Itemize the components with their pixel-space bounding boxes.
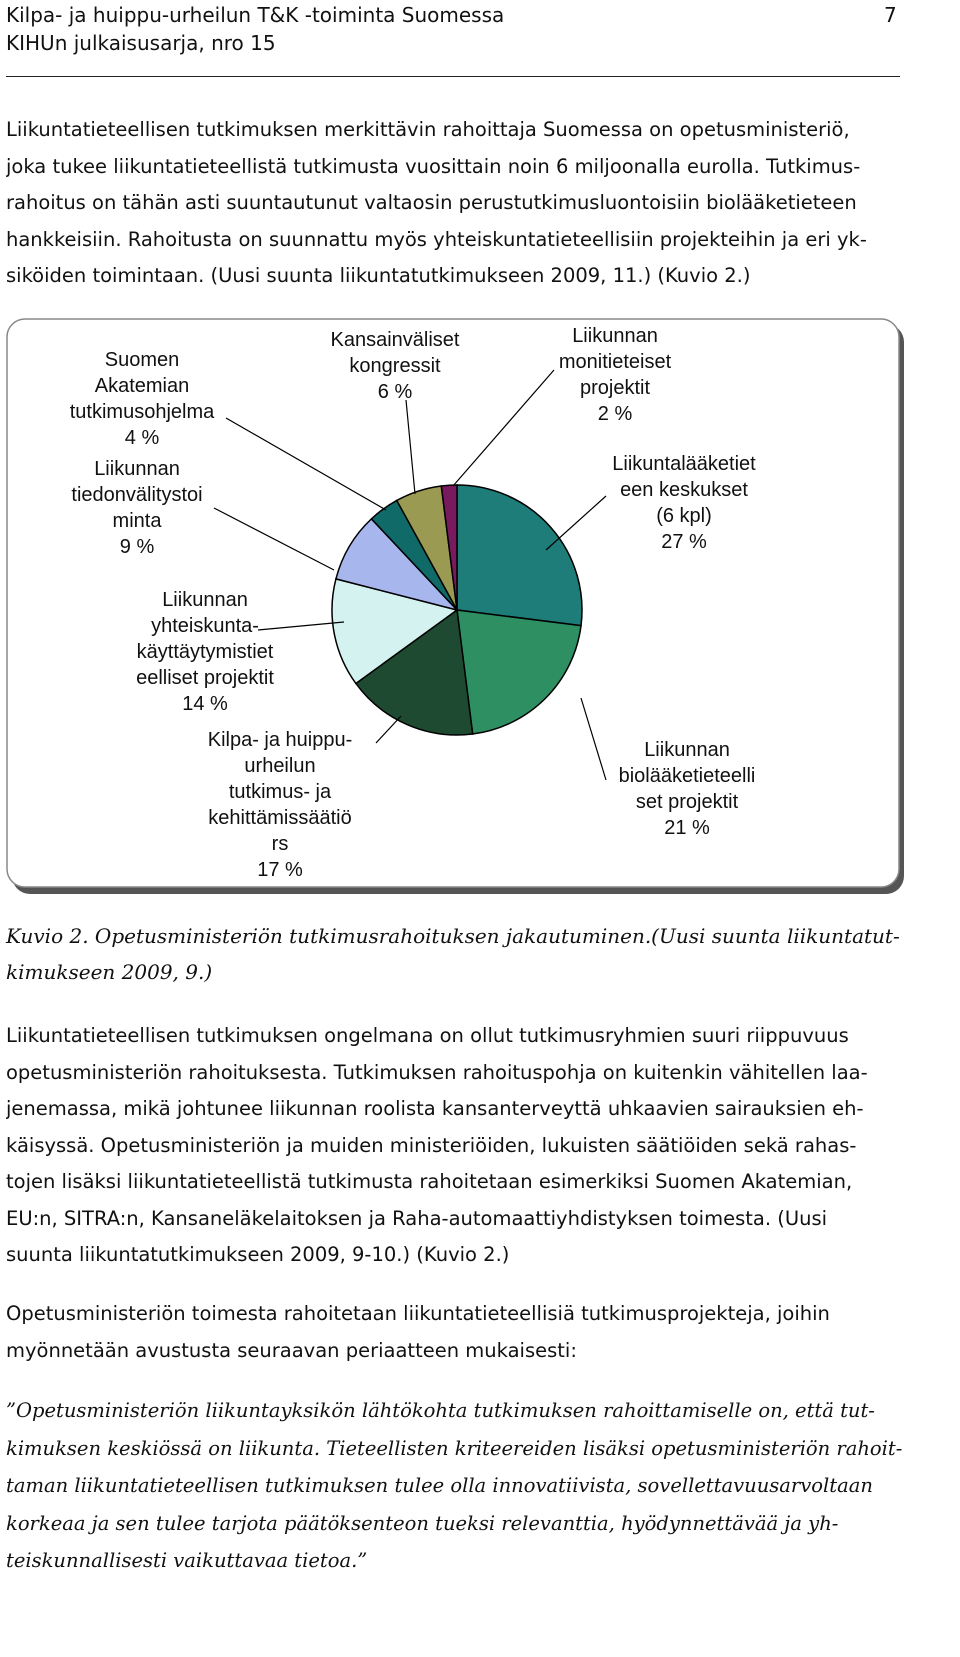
- paragraph-line: joka tukee liikuntatieteellistä tutkimusta vuosittain noin 6 miljoonalla eurolla. Tutkimus-: [6, 154, 861, 178]
- slice-label: Liikunnan: [644, 739, 730, 761]
- slice-label: 4 %: [124, 427, 160, 449]
- caption-line: kimukseen 2009, 9.): [6, 960, 213, 984]
- quote-line: korkeaa ja sen tulee tarjota päätöksenteon tueksi relevanttia, hyödynnettävää ja yh-: [6, 1511, 839, 1535]
- figure-caption: [6, 918, 902, 990]
- slice-label: een keskukset: [620, 479, 748, 501]
- slice-label: Kilpa- ja huippu-: [207, 729, 353, 751]
- slice-label: monitieteiset: [558, 351, 672, 373]
- slice-label: Liikunnan: [94, 458, 180, 480]
- paragraph-line: jenemassa, mikä johtunee liikunnan roolista kansanterveyttä uhkaavien sairauksien eh-: [6, 1097, 864, 1120]
- paragraph-line: suunta liikuntatutkimukseen 2009, 9-10.) (Kuvio 2.): [6, 1243, 510, 1266]
- slice-label: 17 %: [257, 859, 303, 881]
- quote-line: teiskunnallisesti vaikuttavaa tietoa.”: [6, 1549, 368, 1572]
- slice-label: 6 %: [377, 381, 413, 403]
- slice-label: yhteiskunta-: [151, 615, 259, 637]
- slice-label: 9 %: [119, 536, 155, 558]
- paragraph-2: [6, 1018, 902, 1274]
- slice-label: tutkimus- ja: [228, 781, 332, 803]
- slice-label: 2 %: [597, 403, 633, 425]
- paragraph-line: rahoitus on tähän asti suuntautunut valtaosin perustutkimusluontoisiin biolääketieteen: [6, 191, 857, 214]
- paragraph-line: Opetusministeriön toimesta rahoitetaan liikuntatieteellisiä tutkimusprojekteja, joihin: [6, 1302, 830, 1325]
- slice-label: biolääketieteelli: [618, 765, 756, 787]
- header-title: Kilpa- ja huippu-urheilun T&K -toiminta Suomessa: [6, 3, 505, 27]
- paragraph-line: siköiden toimintaan. (Uusi suunta liikuntatutkimukseen 2009, 11.) (Kuvio 2.): [6, 264, 751, 287]
- slice-label: Liikunnan: [162, 589, 248, 611]
- slice-label: kongressit: [349, 355, 441, 377]
- paragraph-line: opetusministeriön rahoituksesta. Tutkimuksen rahoituspohja on kuitenkin vähitellen laa-: [6, 1060, 868, 1084]
- slice-label: 14 %: [182, 693, 228, 715]
- paragraph-line: hankkeisiin. Rahoitusta on suunnattu myös yhteiskuntatieteellisiin projekteihin ja eri yk-: [6, 227, 867, 251]
- slice-label: 27 %: [661, 531, 707, 553]
- quote-line: kimuksen keskiössä on liikunta. Tieteellisten kriteereiden lisäksi opetusministeriön rahoit-: [6, 1436, 903, 1460]
- slice-label: tiedonvälitystoi: [71, 484, 203, 506]
- slice-label: Kansainväliset: [330, 329, 460, 351]
- quote-line: ”Opetusministeriön liikuntayksikön lähtökohta tutkimuksen rahoittamiselle on, että tut-: [6, 1399, 875, 1422]
- paragraph-1: [6, 112, 902, 295]
- paragraph-line: myönnetään avustusta seuraavan periaatteen mukaisesti:: [6, 1338, 577, 1362]
- slice-label: (6 kpl): [656, 505, 712, 527]
- slice-label: eelliset projektit: [136, 667, 274, 689]
- paragraph-line: Liikuntatieteellisen tutkimuksen ongelmana on ollut tutkimusryhmien suuri riippuvuus: [6, 1024, 849, 1047]
- header-series: KIHUn julkaisusarja, nro 15: [6, 31, 276, 55]
- pie-chart-figure: [6, 318, 906, 896]
- slice-label: minta: [112, 510, 162, 532]
- page-number: 7: [884, 3, 897, 27]
- slice-label: rs: [271, 833, 289, 855]
- slice-label: 21 %: [664, 817, 710, 839]
- slice-label: kehittämissäätiö: [208, 807, 352, 829]
- paragraph-line: EU:n, SITRA:n, Kansaneläkelaitoksen ja Raha-automaattiyhdistyksen toimesta. (Uusi: [6, 1206, 828, 1230]
- paragraph-3: [6, 1296, 902, 1369]
- caption-line: Kuvio 2. Opetusministeriön tutkimusrahoituksen jakautuminen.(Uusi suunta liikuntatut-: [6, 924, 900, 948]
- slice-label: urheilun: [244, 755, 316, 777]
- paragraph-line: tojen lisäksi liikuntatieteellistä tutkimusta rahoitetaan esimerkiksi Suomen Akatemian,: [6, 1170, 853, 1193]
- slice-label: tutkimusohjelma: [69, 401, 215, 423]
- paragraph-line: käisyssä. Opetusministeriön ja muiden ministeriöiden, lukuisten säätiöiden sekä rahas-: [6, 1133, 857, 1157]
- quote-block: [6, 1392, 902, 1580]
- quote-line: taman liikuntatieteellisen tutkimuksen tulee olla innovatiivista, sovellettavuusarvoltaan: [6, 1474, 873, 1497]
- slice-label: Liikunnan: [572, 325, 658, 347]
- slice-label: Suomen: [104, 349, 180, 371]
- header-rule: [6, 76, 900, 77]
- paragraph-line: Liikuntatieteellisen tutkimuksen merkittävin rahoittaja Suomessa on opetusministeriö,: [6, 118, 850, 141]
- slice-label: projektit: [579, 377, 651, 399]
- pie-chart: [6, 318, 906, 896]
- slice-label: Liikuntalääketiet: [612, 453, 756, 475]
- slice-label: Akatemian: [94, 375, 190, 397]
- slice-label: set projektit: [635, 791, 739, 813]
- slice-label: käyttäytymistiet: [136, 641, 274, 663]
